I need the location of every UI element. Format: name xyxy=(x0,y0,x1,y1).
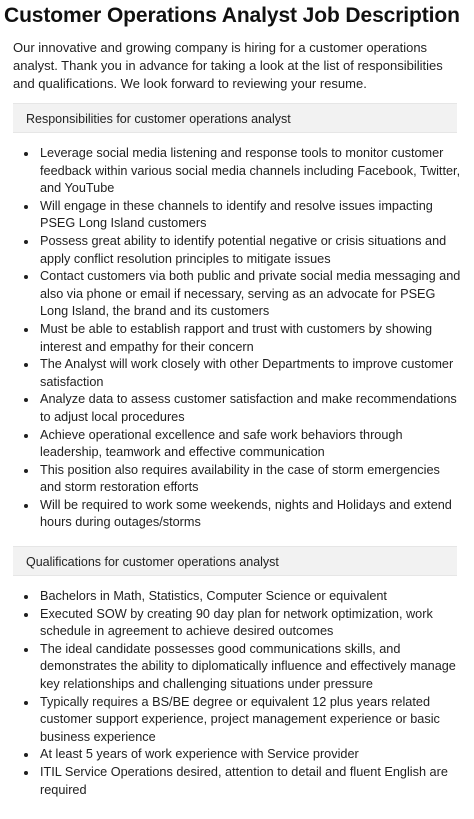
list-item xyxy=(22,694,462,747)
responsibilities-header xyxy=(13,103,457,133)
list-item-text: ITIL Service Operations desired, attention to detail and fluent English are required xyxy=(40,764,448,797)
bullet-icon xyxy=(24,363,28,367)
list-item-text: Executed SOW by creating 90 day plan for network optimization, work schedule in agreement to achieve desired outcomes xyxy=(40,606,433,639)
list-item xyxy=(22,462,462,497)
list-item xyxy=(22,588,462,606)
intro-paragraph: Our innovative and growing company is hiring for a customer operations analyst. Thank you in advance for taking a look at the list of responsibilities and qualifications. We look forward to reviewing your resume. xyxy=(13,40,443,91)
bullet-icon xyxy=(24,595,28,599)
list-item-text: The Analyst will work closely with other Departments to improve customer satisfaction xyxy=(40,357,454,389)
list-item xyxy=(22,233,462,268)
bullet-icon xyxy=(24,328,28,332)
bullet-icon xyxy=(24,152,28,156)
list-item-text: Will be required to work some weekends, nights and Holidays and extend hours during outages/storms xyxy=(40,497,452,530)
list-item xyxy=(22,145,462,198)
bullet-icon xyxy=(24,275,28,279)
responsibilities-heading: Responsibilities for customer operations analyst xyxy=(26,112,291,126)
qualifications-header xyxy=(13,546,457,576)
qualifications-heading: Qualifications for customer operations analyst xyxy=(26,555,279,569)
list-item xyxy=(22,641,462,694)
list-item-text: Typically requires a BS/BE degree or equivalent 12 plus years related customer support experience, project management experience or basic business experience xyxy=(40,694,440,744)
bullet-icon xyxy=(24,504,28,508)
list-item-text: Contact customers via both public and private social media messaging and also via phone or email if necessary, serving as an advocate for PSEG Long Island, the brand and its customers xyxy=(40,269,461,319)
list-item xyxy=(22,321,462,356)
bullet-icon xyxy=(24,613,28,617)
list-item xyxy=(22,497,462,532)
list-item-text: Must be able to establish rapport and trust with customers by showing interest and empathy for their concern xyxy=(40,321,433,354)
bullet-icon xyxy=(24,701,28,705)
list-item xyxy=(22,606,462,641)
list-item xyxy=(22,764,462,799)
responsibilities-list xyxy=(22,145,462,532)
bullet-icon xyxy=(24,398,28,402)
bullet-icon xyxy=(24,240,28,244)
qualifications-list xyxy=(22,588,462,799)
bullet-icon xyxy=(24,469,28,473)
bullet-icon xyxy=(24,648,28,652)
list-item-text: Leverage social media listening and response tools to monitor customer feedback within various social media channels including Facebook, Twitter, and YouTube xyxy=(40,146,461,196)
list-item-text: Achieve operational excellence and safe work behaviors through leadership, teamwork and effective communication xyxy=(40,427,403,460)
list-item xyxy=(22,391,462,426)
list-item-text: At least 5 years of work experience with Service provider xyxy=(40,747,359,762)
list-item xyxy=(22,427,462,462)
list-item-text: This position also requires availability in the case of storm emergencies and storm restoration efforts xyxy=(40,462,440,495)
list-item xyxy=(22,268,462,321)
bullet-icon xyxy=(24,753,28,757)
list-item-text: Possess great ability to identify potential negative or crisis situations and apply conflict resolution principles to mitigate issues xyxy=(40,233,447,266)
list-item-text: Bachelors in Math, Statistics, Computer Science or equivalent xyxy=(40,589,387,603)
list-item-text: The ideal candidate possesses good communications skills, and demonstrates the ability to diplomatically influence and effectively manage key relationships and challenging situations under pressure xyxy=(40,641,456,691)
list-item xyxy=(22,746,462,764)
bullet-icon xyxy=(24,434,28,438)
list-item xyxy=(22,356,462,391)
bullet-icon xyxy=(24,771,28,775)
bullet-icon xyxy=(24,205,28,209)
list-item xyxy=(22,198,462,233)
list-item-text: Will engage in these channels to identify and resolve issues impacting PSEG Long Island customers xyxy=(40,198,433,231)
list-item-text: Analyze data to assess customer satisfaction and make recommendations to adjust local procedures xyxy=(40,392,457,424)
page-title: Customer Operations Analyst Job Description xyxy=(4,4,460,27)
